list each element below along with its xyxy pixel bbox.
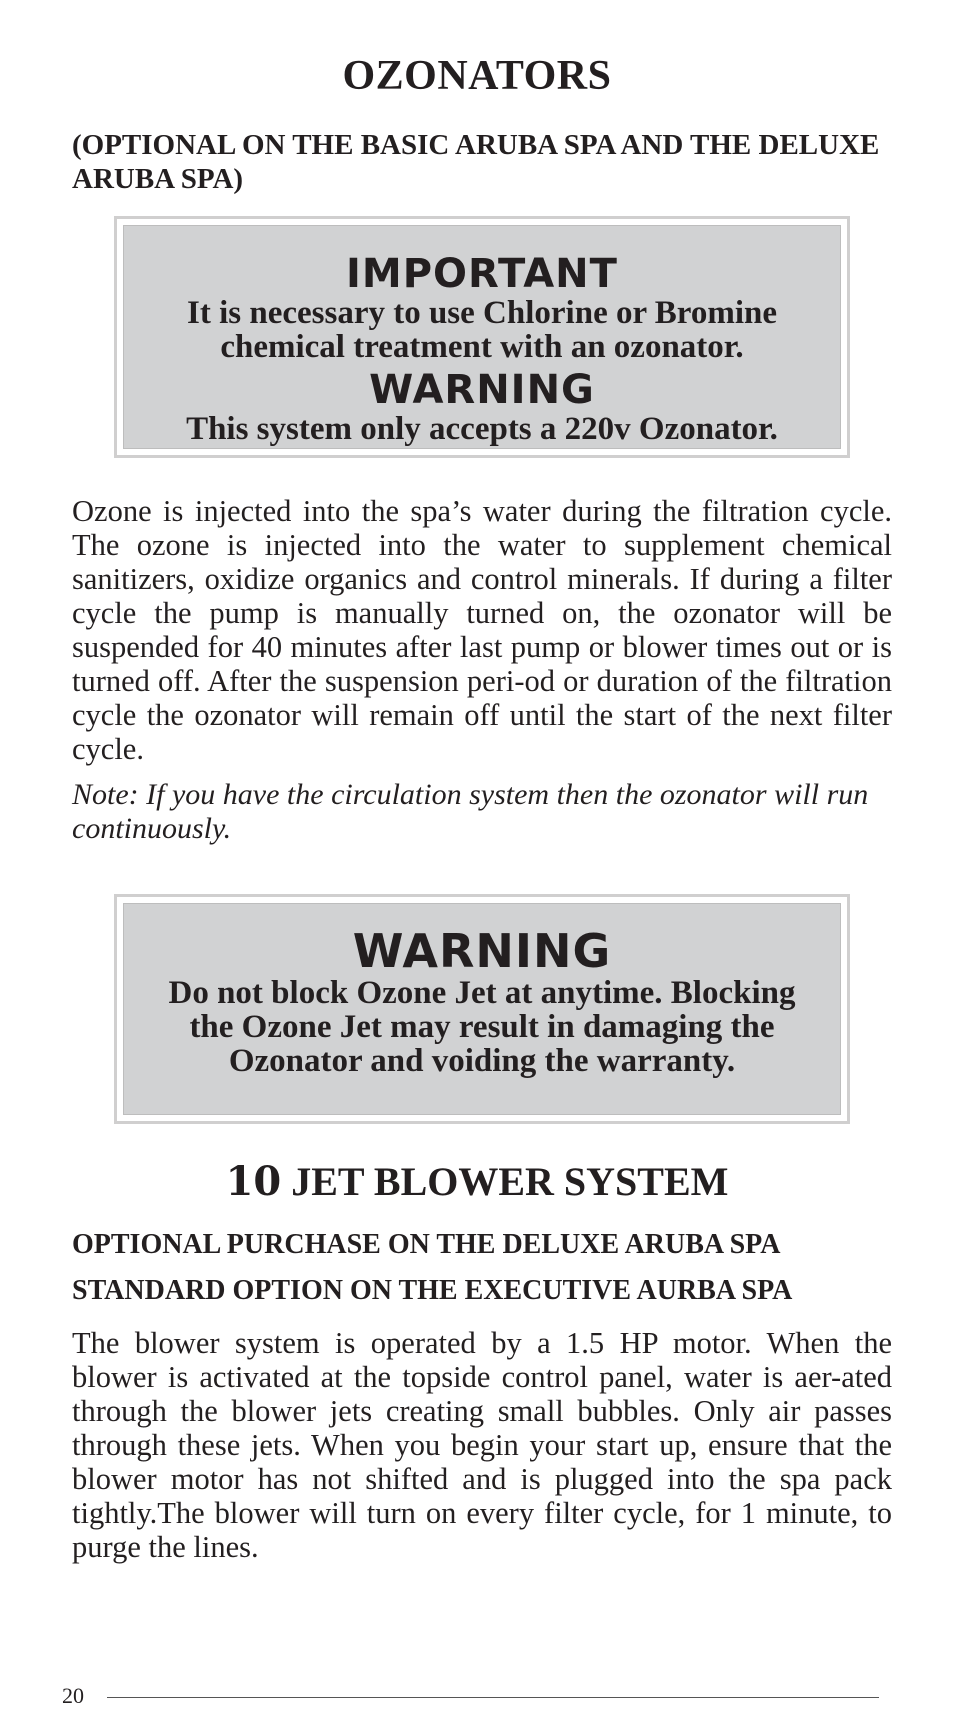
warning-heading: WARNING <box>369 367 595 413</box>
blower-title-number: 10 <box>225 1158 282 1205</box>
blower-paragraph: The blower system is operated by a 1.5 HP motor. When the blower is activated at the topside control panel, water is aer-ated through the blower jets creating small bubbles. Only air passes through these jets. When you begin your start up, ensure that the blower motor has not shifted and is plugged into the spa pack tightly.The blower will turn on every filter cycle, for 1 minute, to purge the lines. <box>72 1326 892 1564</box>
ozone-jet-warning-heading: WARNING <box>352 924 612 978</box>
warning-text: This system only accepts a 220v Ozonator. <box>186 411 778 447</box>
important-heading: IMPORTANT <box>346 251 618 297</box>
circulation-note: Note: If you have the circulation system then the ozonator will run continuously. <box>72 778 869 845</box>
blower-section-title <box>0 1158 954 1205</box>
important-notice-box <box>114 216 850 458</box>
page-number: 20 <box>62 1683 84 1708</box>
ozone-paragraph: Ozone is injected into the spa’s water during the filtration cycle. The ozone is injected into the water to supplement chemical sanitizers, oxidize organics and control minerals. If during a filter cycle the pump is manually turned on, the ozonator will be suspended for 40 minutes after last pump or blower times out or is turned off. After the suspension peri-od or duration of the filtration cycle the ozonator will remain off until the start of the next filter cycle. <box>72 494 892 766</box>
ozone-jet-warning-box <box>114 894 850 1124</box>
important-text: It is necessary to use Chlorine or Bromine chemical treatment with an ozonator. <box>187 295 777 365</box>
ozonator-subtitle: (OPTIONAL ON THE BASIC ARUBA SPA AND THE DELUXE ARUBA SPA) <box>72 129 880 195</box>
blower-standard-line: STANDARD OPTION ON THE EXECUTIVE AURBA SPA <box>72 1275 793 1306</box>
footer-rule <box>107 1697 879 1698</box>
page-title: OZONATORS <box>342 53 612 99</box>
ozone-jet-warning-text: Do not block Ozone Jet at anytime. Blocking the Ozone Jet may result in damaging the Ozonator and voiding the warranty. <box>168 975 796 1079</box>
blower-optional-line: OPTIONAL PURCHASE ON THE DELUXE ARUBA SPA <box>72 1229 781 1260</box>
blower-title-text: JET BLOWER SYSTEM <box>291 1159 729 1204</box>
